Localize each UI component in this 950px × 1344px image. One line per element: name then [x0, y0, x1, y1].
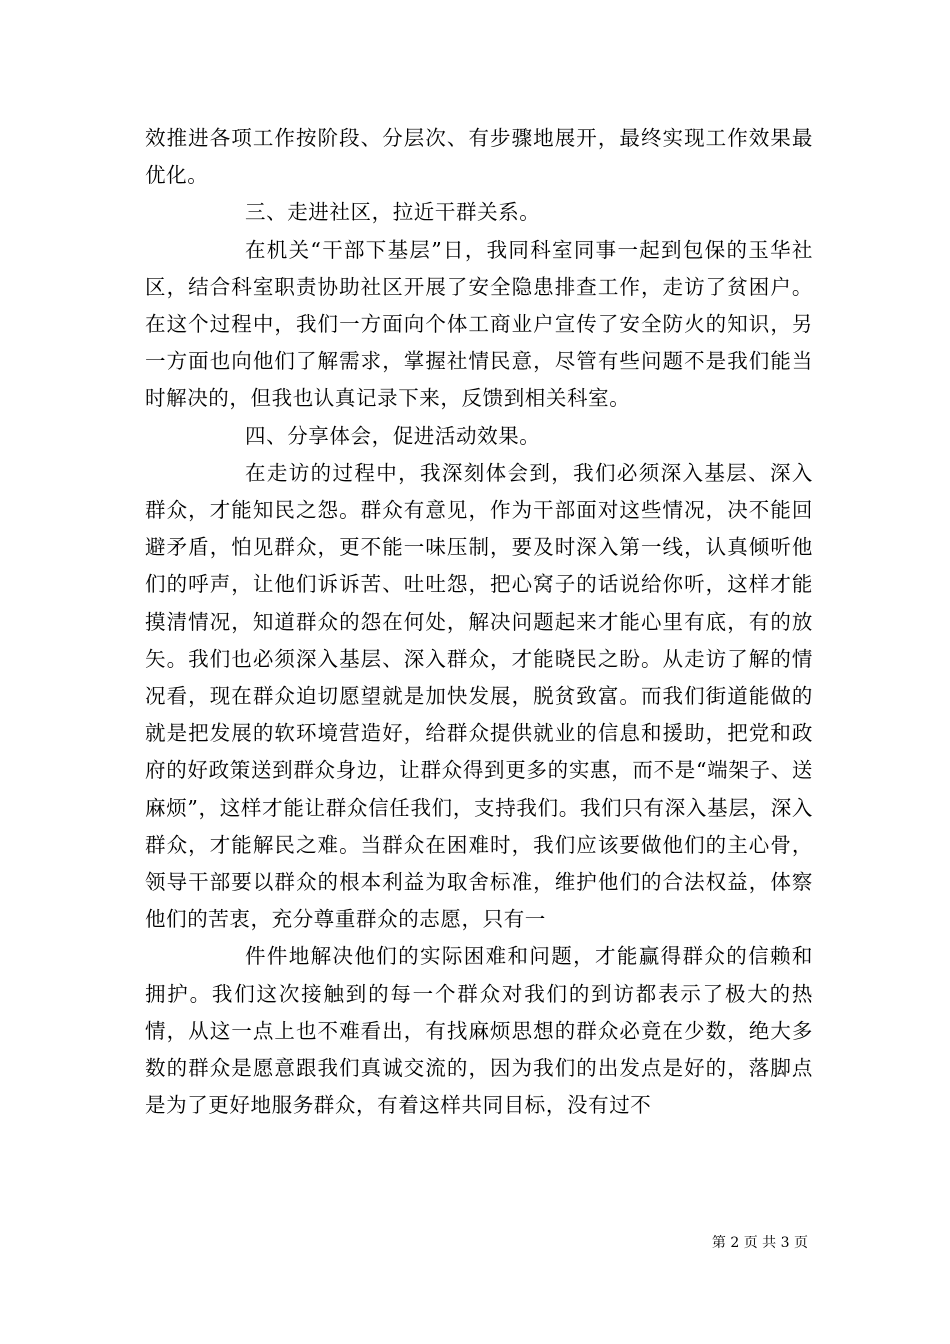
paragraph-3: 在走访的过程中，我深刻体会到，我们必须深入基层、深入群众，才能知民之怨。群众有意见，作为干部面对这些情况，决不能回避矛盾，怕见群众，更不能一味压制，要及时深入第一线，认真倾听他们的呼声，让他们诉诉苦、吐吐怨，把心窝子的话说给你听，这样才能摸清情况，知道群众的怨在何处，解决问题起来才能心里有底，有的放矢。我们也必须深入基层、深入群众，才能晓民之盼。从走访了解的情况看，现在群众迫切愿望就是加快发展，脱贫致富。而我们街道能做的就是把发展的软环境营造好，给群众提供就业的信息和援助，把党和政府的好政策送到群众身边，让群众得到更多的实惠，而不是“端架子、送麻烦”，这样才能让群众信任我们，支持我们。我们只有深入基层，深入群众，才能解民之难。当群众在困难时，我们应该要做他们的主心骨，领导干部要以群众的根本利益为取舍标准，维护他们的合法权益，体察他们的苦衷，充分尊重群众的志愿，只有一: [145, 460, 813, 932]
section-heading-4: 四、分享体会，促进活动效果。: [245, 423, 541, 448]
paragraph-2: 在机关“干部下基层”日，我同科室同事一起到包保的玉华社区，结合科室职责协助社区开展了安全隐患排查工作，走访了贫困户。在这个过程中，我们一方面向个体工商业户宣传了安全防火的知识，另一方面也向他们了解需求，掌握社情民意，尽管有些问题不是我们能当时解决的，但我也认真记录下来，反馈到相关科室。: [145, 237, 813, 411]
paragraph-1: 效推进各项工作按阶段、分层次、有步骤地展开，最终实现工作效果最优化。: [145, 126, 813, 188]
document-body: [145, 120, 813, 1124]
paragraph-4: 件件地解决他们的实际困难和问题，才能赢得群众的信赖和拥护。我们这次接触到的每一个群众对我们的到访都表示了极大的热情，从这一点上也不难看出，有找麻烦思想的群众必竟在少数，绝大多数的群众是愿意跟我们真诚交流的，因为我们的出发点是好的，落脚点是为了更好地服务群众，有着这样共同目标，没有过不: [145, 944, 813, 1118]
page-number-footer: 第 2 页 共 3 页: [711, 1235, 808, 1251]
section-heading-3: 三、走进社区，拉近干群关系。: [245, 200, 541, 225]
